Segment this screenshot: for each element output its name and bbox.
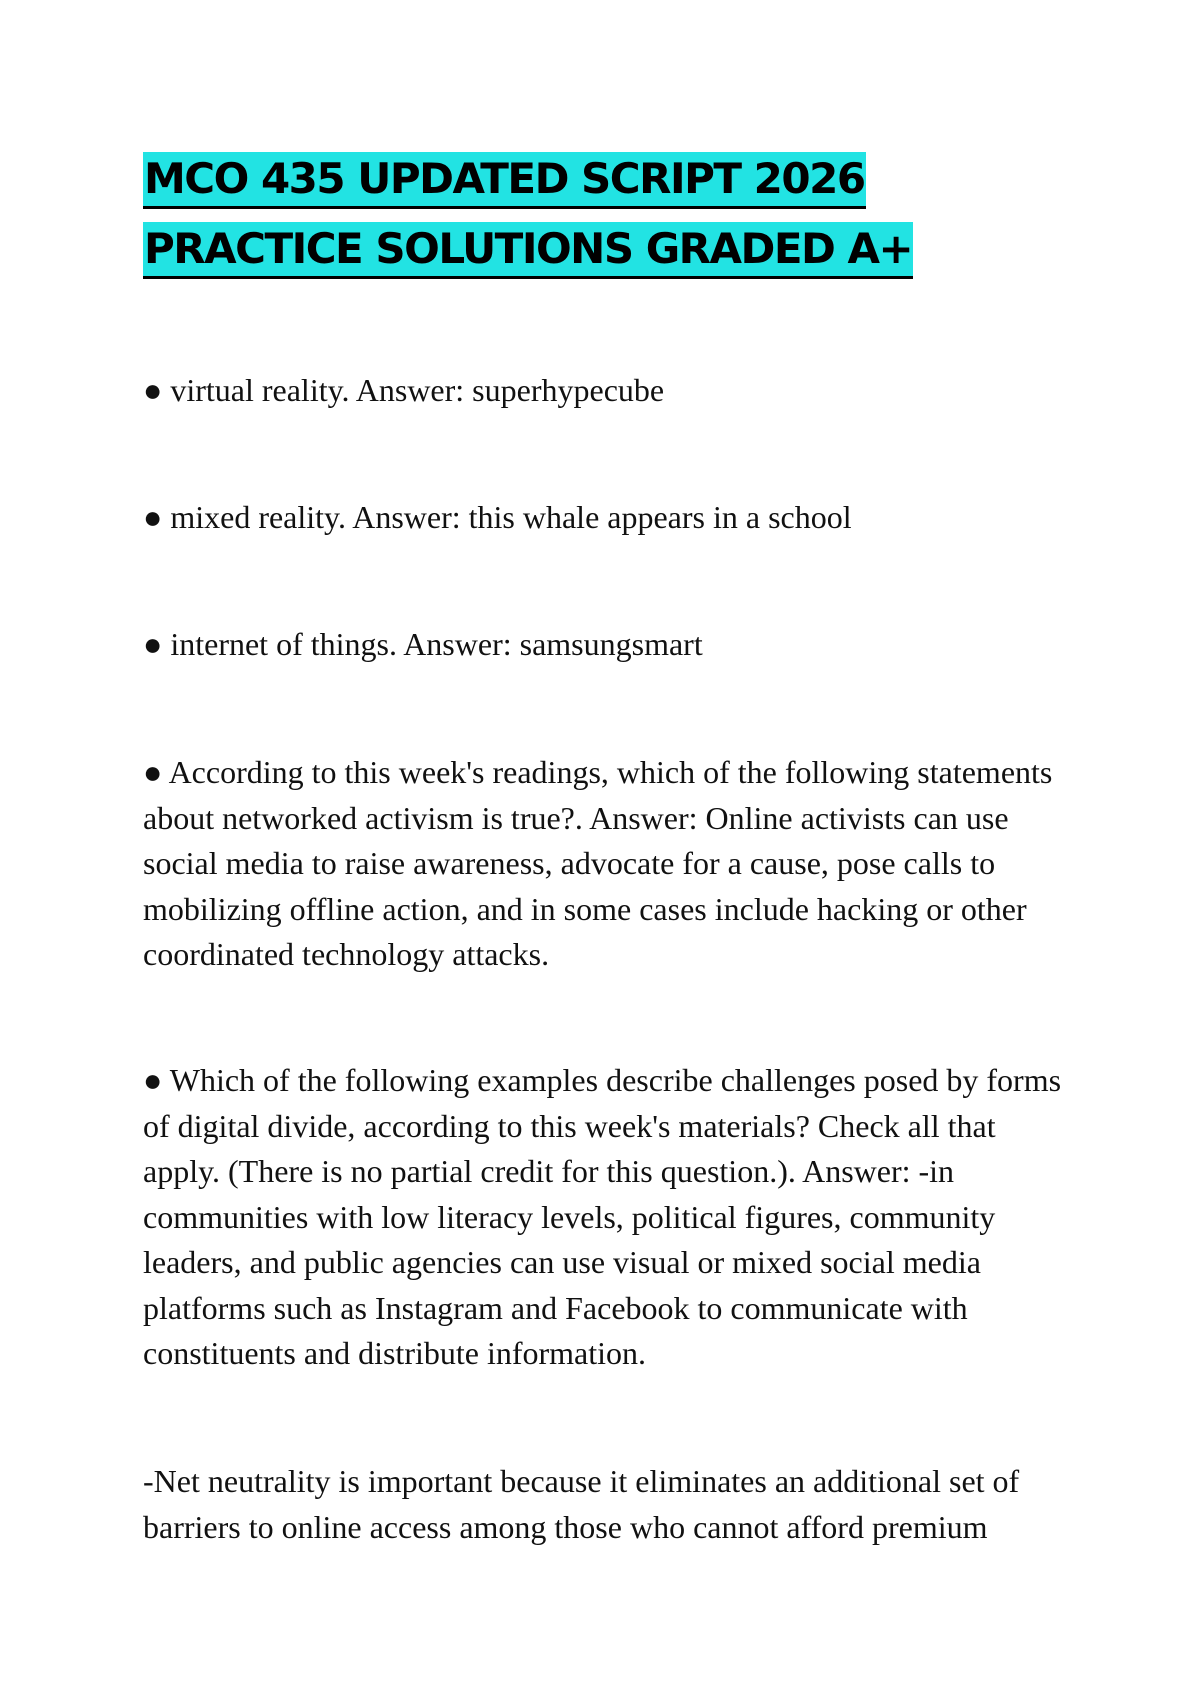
page-title — [143, 152, 1043, 292]
question-item: ● mixed reality. Answer: this whale appears in a school — [143, 499, 852, 535]
question-item: ● Which of the following examples describe challenges posed by forms of digital divide, according to this week's materials? Check all that apply. (There is no partial credit for this question.). Answer: -in communities with low literacy levels, political figures, community leaders, and public agencies can use visual or mixed social media platforms such as Instagram and Facebook to communicate with constituents and distribute information. — [143, 1062, 1062, 1371]
title-line-1: MCO 435 UPDATED SCRIPT 2026 — [143, 152, 866, 209]
question-item: ● internet of things. Answer: samsungsmart — [143, 626, 703, 662]
question-item: ● virtual reality. Answer: superhypecube — [143, 372, 665, 408]
question-item: ● According to this week's readings, which of the following statements about networked activism is true?. Answer: Online activists can use social media to raise awareness, advocate for a cause, pose calls to mobilizing offline action, and in some cases include hacking or other coordinated technology attacks. — [143, 754, 1053, 972]
answer-continuation: -Net neutrality is important because it eliminates an additional set of barriers to online access among those who cannot afford premium — [143, 1463, 1020, 1545]
title-line-2: PRACTICE SOLUTIONS GRADED A+ — [143, 222, 913, 279]
